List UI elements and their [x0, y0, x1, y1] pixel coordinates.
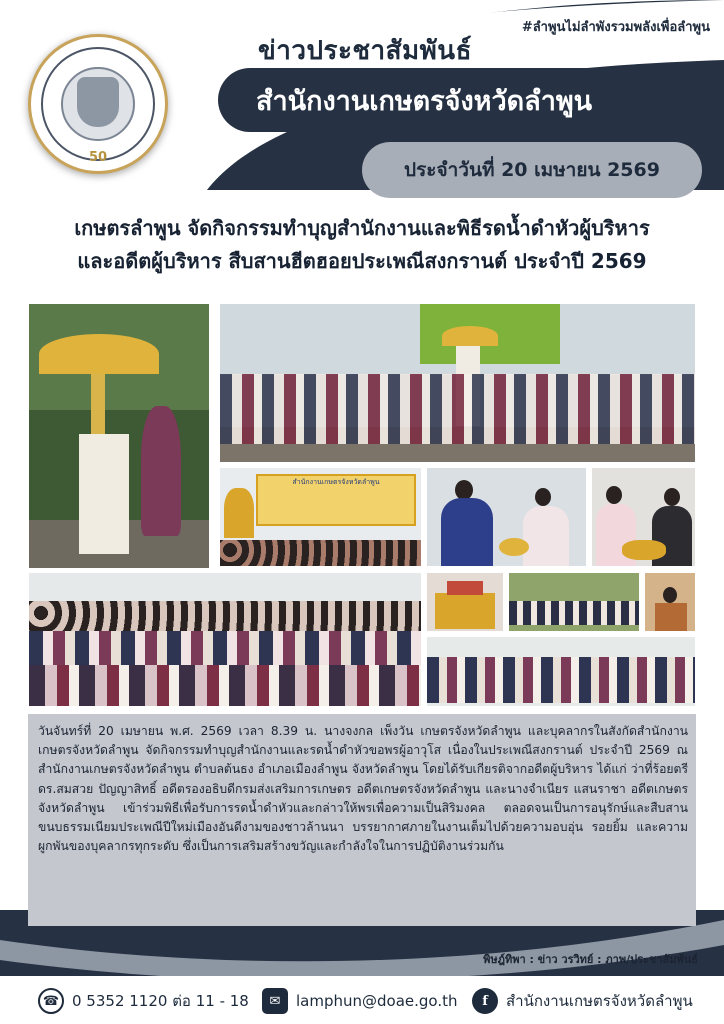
headline-line-1: เกษตรลำพูน จัดกิจกรรมทำบุญสำนักงานและพิธีรดน้ำดำหัวผู้บริหาร	[74, 216, 650, 240]
photo-blessing-ceremony	[426, 467, 587, 567]
footer-email[interactable]	[262, 988, 458, 1014]
photo-group-line	[508, 572, 640, 632]
logo-anniversary-number: 50	[88, 150, 108, 165]
photo-flower-offering	[591, 467, 696, 567]
headline-line-2: และอดีตผู้บริหาร สืบสานฮีตฮอยประเพณีสงกรานต์ ประจำปี 2569	[77, 249, 647, 273]
hashtag-text: #ลำพูนไม่ลำพังรวมพลังเพื่อลำพูน	[521, 20, 710, 35]
footer-facebook[interactable]	[472, 988, 693, 1014]
news-headline	[20, 212, 704, 278]
office-name-banner	[218, 68, 698, 132]
footer-phone[interactable]	[38, 988, 249, 1014]
date-line: ประจำวันที่ 20 เมษายน 2569	[404, 159, 660, 181]
photo-altar	[426, 572, 504, 632]
photo-indoor-group	[426, 636, 696, 707]
photo-banner-hall	[219, 467, 422, 567]
mail-icon: ✉	[262, 988, 288, 1014]
email-address: lamphun@doae.go.th	[296, 992, 458, 1010]
press-release-label: ข่าวประชาสัมพันธ์	[258, 36, 472, 66]
date-banner	[362, 142, 702, 198]
photo-group-outdoor	[219, 303, 696, 463]
credit-line: พิษฎ์ทิพา : ข่าว วรวิทย์ : ภาพ/ประชาสัมพันธ์	[483, 953, 698, 966]
photo-big-group	[28, 572, 422, 707]
facebook-icon: f	[472, 988, 498, 1014]
phone-number: 0 5352 1120 ต่อ 11 - 18	[72, 992, 249, 1010]
photo-shrine-woman	[28, 303, 210, 569]
department-logo	[28, 34, 168, 174]
hall-banner-text: สำนักงานเกษตรจังหวัดลำพูน	[292, 478, 380, 486]
facebook-page-name: สำนักงานเกษตรจังหวัดลำพูน	[506, 992, 693, 1010]
office-name: สำนักงานเกษตรจังหวัดลำพูน	[256, 85, 593, 117]
phone-icon: ☎	[38, 988, 64, 1014]
photo-elder	[644, 572, 696, 632]
logo-crest-icon	[77, 77, 119, 127]
news-body: วันจันทร์ที่ 20 เมษายน พ.ศ. 2569 เวลา 8.39 น. นางจงกล เพ็งวัน เกษตรจังหวัดลำพูน และบุคลากรในสังกัดสำนักงานเกษตรจังหวัดลำพูน จัดกิจกรรมทำบุญสำนักงานและรดน้ำดำหัวขอพรผู้อาวุโส เนื่องในประเพณีสงกรานต์ ประจำปี 2569 ณ สำนักงานเกษตรจังหวัดลำพูน ตำบลต้นธง อำเภอเมืองลำพูน จังหวัดลำพูน โดยได้รับเกียรติจากอดีตผู้บริหาร ได้แก่ ว่าที่ร้อยตรี ดร.สมสวย ปัญญาสิทธิ์ อดีตรองอธิบดีกรมส่งเสริมการเกษตร อดีตเกษตรจังหวัดลำพูน และนางจำเนียร แสนราชา อดีตเกษตรจังหวัดลำพูน เข้าร่วมพิธีเพื่อรับการรดน้ำดำหัวและกล่าวให้พรเพื่อความเป็นสิริมงคล ตลอดจนเป็นการอนุรักษ์และสืบสานขนบธรรมเนียมประเพณีปีใหม่เมืองอันดีงามของชาวล้านนา บรรยากาศภายในงานเต็มไปด้วยความอบอุ่น รอยยิ้ม และความผูกพันของบุคลากรทุกระดับ ซึ่งเป็นการเสริมสร้างขวัญและกำลังใจในการปฏิบัติงานร่วมกัน	[38, 724, 688, 854]
